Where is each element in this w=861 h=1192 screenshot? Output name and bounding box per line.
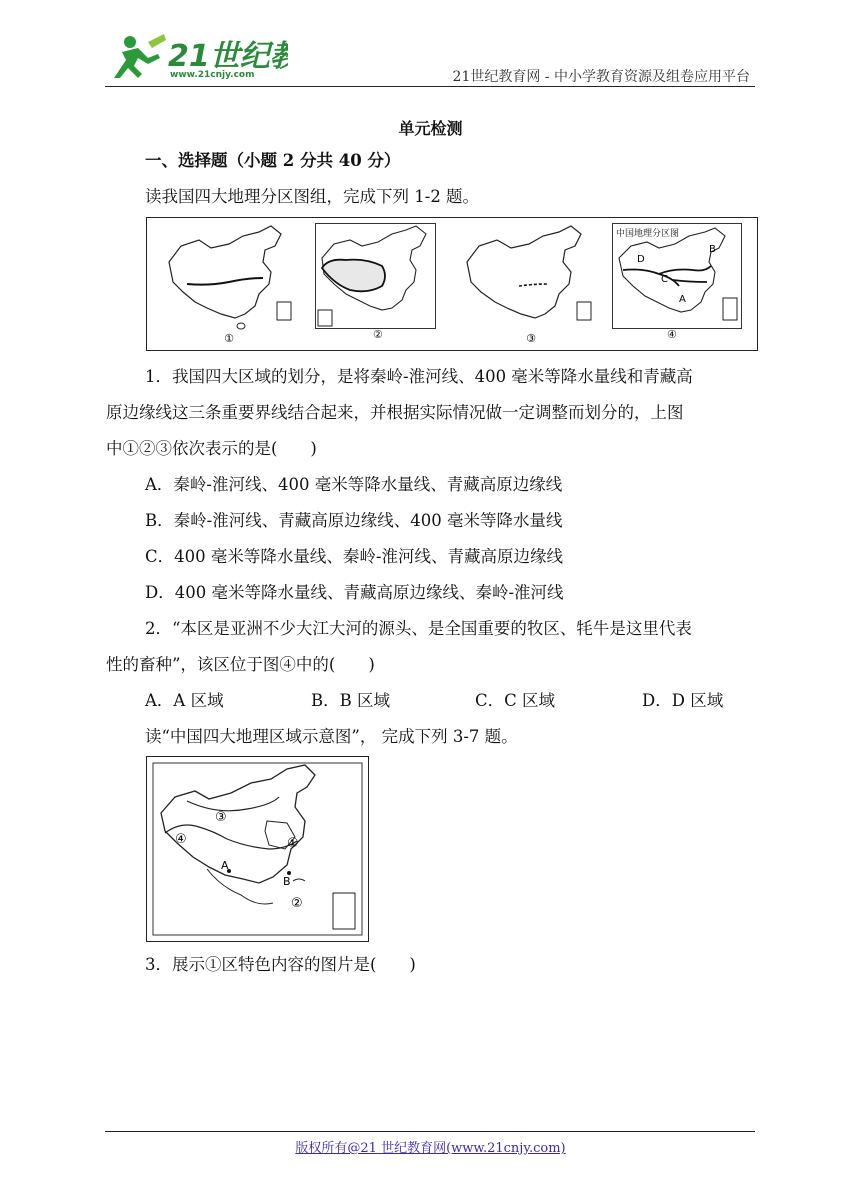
map-group-figure — [146, 217, 758, 351]
region-label-3: ③ — [215, 810, 227, 825]
q3-text: 3．展示①区特色内容的图片是( ) — [145, 955, 416, 974]
map-4-frame — [612, 223, 742, 329]
map-label-4: ④ — [667, 328, 677, 341]
map4-region-d: D — [637, 254, 645, 265]
q2-option-b: B．B 区域 — [311, 691, 390, 710]
intro-text-1: 读我国四大地理分区图组，完成下列 1-2 题。 — [145, 187, 480, 206]
point-label-b: B — [283, 875, 291, 888]
svg-text:21世纪教育: 21世纪 — [168, 39, 270, 74]
q2-options-row — [145, 690, 745, 712]
q1-option-b: B．秦岭-淮河线、青藏高原边缘线、400 毫米等降水量线 — [145, 511, 563, 530]
point-label-a: A — [221, 859, 229, 872]
page-title: 单元检测 — [398, 119, 463, 138]
map4-region-c: C — [661, 274, 668, 285]
map-2-frame — [315, 223, 436, 329]
china-map-3 — [459, 222, 599, 346]
svg-text:www.21cnjy.com: www.21cnjy.com — [170, 70, 255, 80]
china-map-2 — [316, 224, 435, 328]
map4-region-a: A — [679, 294, 686, 305]
site-logo — [108, 30, 288, 82]
q1-line-3: 中①②③依次表示的是( ) — [106, 439, 317, 458]
q2-line-2: 性的畜种”，该区位于图④中的( ) — [106, 655, 375, 674]
section-heading: 一、选择题（小题 2 分共 40 分） — [145, 151, 401, 170]
q1-line-2: 原边缘线这三条重要界线结合起来，并根据实际情况做一定调整而划分的，上图 — [106, 403, 684, 422]
map-label-2: ② — [373, 328, 383, 341]
region-label-2: ② — [291, 896, 303, 911]
q2-option-d: D．D 区域 — [642, 691, 724, 710]
regions-map-figure — [146, 756, 369, 942]
runner-logo-icon — [108, 30, 288, 82]
map4-region-b: B — [709, 244, 716, 255]
china-map-4 — [613, 224, 741, 328]
q1-option-a: A．秦岭-淮河线、400 毫米等降水量线、青藏高原边缘线 — [145, 475, 563, 494]
header-divider — [105, 86, 755, 87]
header-platform-text: 21世纪教育网 - 中小学教育资源及组卷应用平台 — [452, 69, 750, 85]
region-label-4: ④ — [175, 832, 187, 847]
map-4-title: 中国地理分区图 — [616, 229, 680, 239]
q1-option-d: D．400 毫米等降水量线、青藏高原边缘线、秦岭-淮河线 — [145, 583, 564, 602]
region-label-1: ① — [287, 836, 299, 851]
intro-text-2: 读“中国四大地理区域示意图”， 完成下列 3-7 题。 — [145, 727, 518, 746]
footer-copyright-link[interactable]: 版权所有@21 世纪教育网(www.21cnjy.com) — [295, 1141, 566, 1156]
china-regions-map — [147, 757, 368, 941]
q2-option-c: C．C 区域 — [475, 691, 555, 710]
china-map-1 — [159, 222, 299, 346]
q2-option-a: A．A 区域 — [145, 691, 224, 710]
q1-option-c: C．400 毫米等降水量线、秦岭-淮河线、青藏高原边缘线 — [145, 547, 563, 566]
footer-divider — [105, 1131, 755, 1132]
map-label-3: ③ — [526, 332, 536, 345]
q1-line-1: 1．我国四大区域的划分，是将秦岭-淮河线、400 毫米等降水量线和青藏高 — [145, 367, 693, 386]
map-label-1: ① — [224, 332, 234, 345]
q2-line-1: 2．“本区是亚洲不少大江大河的源头、是全国重要的牧区、牦牛是这里代表 — [145, 619, 692, 638]
